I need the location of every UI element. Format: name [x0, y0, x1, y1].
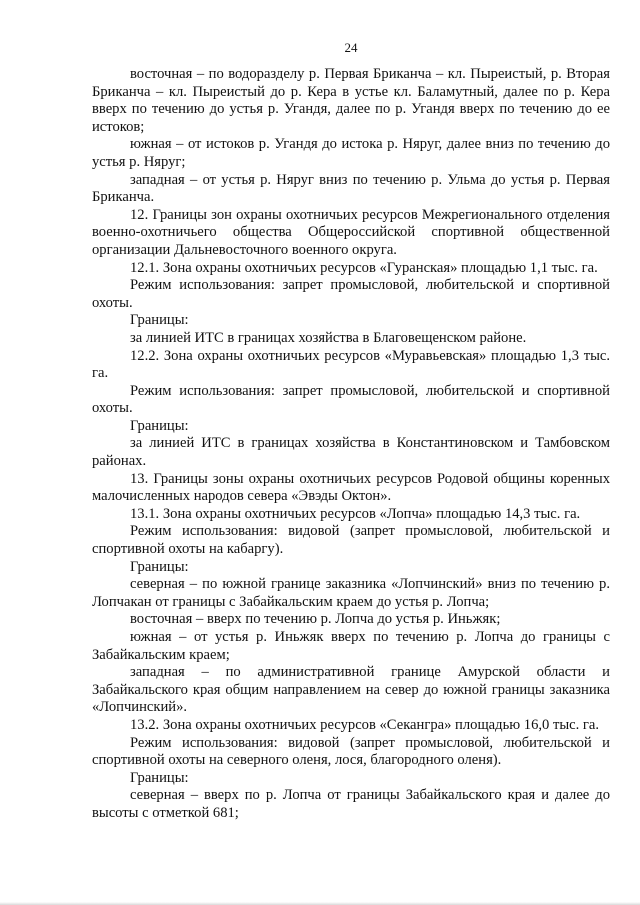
- page-body: [92, 66, 610, 823]
- usage-regime: Режим использования: видовой (запрет промысловой, любительской и спортивной охоты на северного оленя, лося, благородного оленя).: [92, 734, 610, 769]
- borders-label: Границы:: [130, 417, 189, 434]
- subsection-heading: 13.2. Зона охраны охотничьих ресурсов «Секангра» площадью 16,0 тыс. га.: [130, 716, 600, 733]
- borders-label: Границы:: [130, 769, 189, 786]
- usage-regime: Режим использования: запрет промысловой, любительской и спортивной охоты.: [92, 277, 610, 311]
- paragraph: за линией ИТС в границах хозяйства в Благовещенском районе.: [130, 329, 527, 346]
- paragraph: северная – вверх по р. Лопча от границы Забайкальского края и далее до высоты с отметкой 681;: [92, 787, 610, 821]
- page-number: 24: [344, 40, 358, 55]
- section-heading: 13. Границы зоны охраны охотничьих ресурсов Родовой общины коренных малочисленных народов севера «Эвэды Октон».: [92, 470, 610, 505]
- paragraph: северная – по южной границе заказника «Лопчинский» вниз по течению р. Лопчакан от границы с Забайкальским краем до устья р. Лопча;: [92, 576, 610, 610]
- paragraph: восточная – по водоразделу р. Первая Бриканча – кл. Пыреистый, р. Вторая Бриканча – кл. Пыреистый до р. Кера в устье кл. Баламутный, далее по р. Кера вверх по течению до устья р. Угандя, далее по р. Угандя вверх по течению до ее истоков;: [92, 66, 610, 135]
- borders-label: Границы:: [130, 558, 189, 575]
- section-heading: 12. Границы зон охраны охотничьих ресурсов Межрегионального отделения военно-охотничьего общества Общероссийской спортивной общественной организации Дальневосточного военного округа.: [92, 206, 610, 258]
- paragraph: западная – от устья р. Няруг вниз по течению р. Ульма до устья р. Первая Бриканча.: [92, 171, 610, 206]
- paragraph: южная – от истоков р. Угандя до истока р. Няруг, далее вниз по течению до устья р. Няруг;: [92, 136, 610, 170]
- subsection-heading: 12.2. Зона охраны охотничьих ресурсов «Муравьевская» площадью 1,3 тыс. га.: [92, 347, 610, 382]
- subsection-heading: 12.1. Зона охраны охотничьих ресурсов «Гуранская» площадью 1,1 тыс. га.: [130, 259, 598, 276]
- usage-regime: Режим использования: видовой (запрет промысловой, любительской и спортивной охоты на кабаргу).: [92, 523, 610, 558]
- paragraph: за линией ИТС в границах хозяйства в Константиновском и Тамбовском районах.: [92, 435, 610, 470]
- subsection-heading: 13.1. Зона охраны охотничьих ресурсов «Лопча» площадью 14,3 тыс. га.: [130, 505, 581, 522]
- paragraph: восточная – вверх по течению р. Лопча до устья р. Иньжяк;: [130, 611, 501, 628]
- paragraph: западная – по административной границе Амурской области и Забайкальского края общим направлением на север до южной границы заказника «Лопчинский».: [92, 664, 610, 716]
- paragraph: южная – от устья р. Иньжяк вверх по течению р. Лопча до границы с Забайкальским краем;: [92, 629, 610, 663]
- usage-regime: Режим использования: запрет промысловой, любительской и спортивной охоты.: [92, 382, 610, 417]
- borders-label: Границы:: [130, 312, 189, 329]
